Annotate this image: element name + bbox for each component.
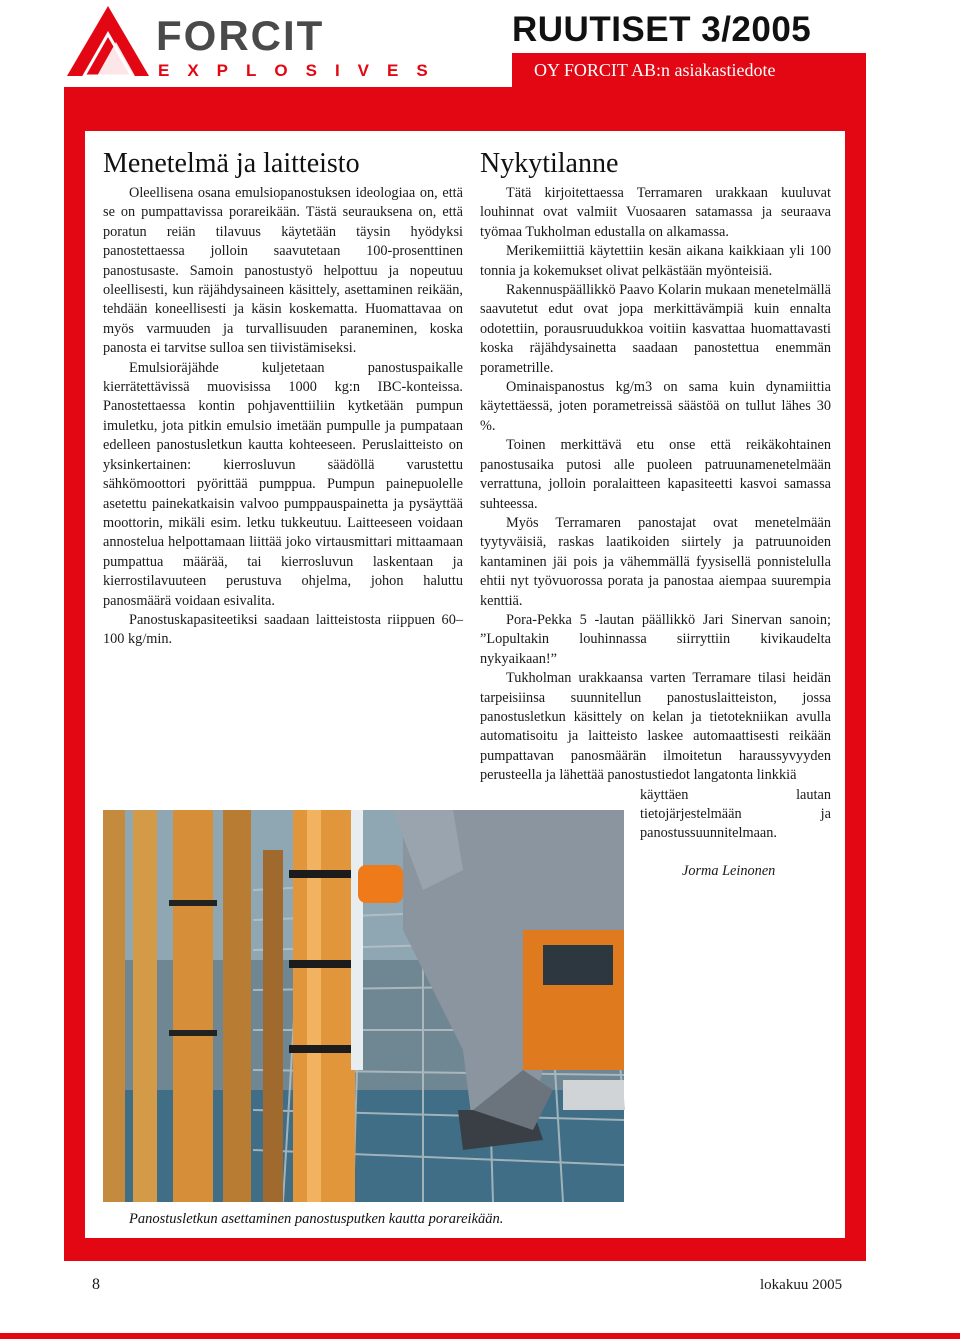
right-paragraph: Myös Terramaren panostajat ovat menetelmään tyytyväisiä, raskas laatikoiden siirtely ja patruunoiden kantaminen jäi pois ja vähemmällä fyysisellä ponnistelulla ehtii nyt työvuorossa porata ja panostaa aiempaa suurempia kenttiä. bbox=[480, 514, 831, 609]
logo-name-text: FORCIT bbox=[156, 12, 325, 59]
right-paragraph-wrap: käyttäen lautan tietojärjestelmään ja panostussuunnitelmaan. bbox=[640, 786, 831, 842]
right-paragraph: Tukholman urakkaansa varten Terramare tilasi heidän tarpeisiinsa suunnitellun panostuslaitteiston, jossa panostusletkun käsittely on kelan ja tietotekniikan avulla automatisoitu ja laitteisto laskee automaattisesti reikään pumpattavan panosmäärän ilmoitetun haraussyvyyden perusteella ja lähettää panostustiedot langatonta linkkiä bbox=[480, 670, 831, 784]
charging-photo bbox=[103, 810, 624, 1202]
author-signature: Jorma Leinonen bbox=[682, 862, 776, 879]
right-paragraph: Toinen merkittävä etu onse että reikäkohtainen panostusaika putosi alle puoleen patruunamenetelmään verrattuna, jolloin poralaitteen kapasiteetti kasvoi samassa suhteessa. bbox=[480, 437, 831, 512]
frame-top-bar bbox=[64, 87, 866, 131]
photo-caption: Panostusletkun asettaminen panostusputken kautta porareikään. bbox=[129, 1211, 504, 1227]
subtitle-text: OY FORCIT AB:n asiakastiedote bbox=[534, 60, 776, 80]
page-date: lokakuu 2005 bbox=[760, 1277, 843, 1293]
right-heading: Nykytilanne bbox=[480, 148, 619, 179]
left-heading: Menetelmä ja laitteisto bbox=[103, 148, 360, 179]
right-paragraph: Merikemiittiä käytettiin kesän aikana kaikkiaan yli 100 tonnia ja kokemukset olivat pelkästään myönteisiä. bbox=[480, 243, 831, 279]
left-paragraph: Emulsioräjähde kuljetetaan panostuspaikalle kierrätettävissä muovisissa 1000 kg:n IBC-konteissa. Panostettaessa kontin pohjaventtiiliin kytketään pumpun imuletku, jota pitkin emulsio imetään pumpulle ja pumpataan edelleen panostusletkun kautta kohteeseen. Peruslaitteisto on yksinkertainen: kierrosluvun säädöllä varustettu sähkömoottori pyörittää pumppua. Pumpun painepuolelle asetettu painekatkaisin valvoo pumppauspainetta ja pysäyttää moottorin, mikäli esim. letku tukkeutuu. Laitteeseen voidaan annostelua helpottamaan liittää joko virtausmittari mittaamaan pumpattua määrää, tai kierrosluvun laskentaan ja kierrostilavuuteen perustuva ohjelma, johon haluttu panosmäärä voidaan esivalita. bbox=[103, 359, 463, 609]
subtitle-band bbox=[512, 53, 866, 87]
issue-title: RUUTISET 3/2005 bbox=[512, 10, 812, 49]
left-paragraph: Oleellisena osana emulsiopanostuksen ideologiaa on, että se on pumpattavissa porareikään. Tästä seurauksena on, että poratun reiän tilavuus käytetään täysin hyödyksi panostettaessa jolloin saavutetaan 100-prosenttinen panostusaste. Samoin panostustyö helpottuu ja nopeutuu oleellisesti, kun räjähdysaineen käsittely, asettaminen reikään, tehdään koneellisesti ja käsin koskematta. Huomattavaa on myös varmuuden ja turvallisuuden paraneminen, koska panosta ei tarvitse sulloa sen tiivistämiseksi. bbox=[103, 185, 463, 357]
page-number: 8 bbox=[92, 1276, 100, 1293]
frame-bottom-bar bbox=[64, 1238, 866, 1261]
right-paragraph: Pora-Pekka 5 -lautan päällikkö Jari Sinervan sanoin; ”Lopultakin louhinnassa siirryttiin kivikaudelta nykyaikaan!” bbox=[480, 611, 831, 667]
right-paragraph: Ominaispanostus kg/m3 on sama kuin dynamiittia käytettäessä, joten porametreissä säästöä on tullut lähes 30 %. bbox=[480, 379, 831, 434]
left-paragraph: Panostuskapasiteetiksi saadaan laitteistosta riippuen 60–100 kg/min. bbox=[103, 611, 463, 648]
forcit-logo bbox=[64, 4, 446, 80]
right-paragraph: Tätä kirjoitettaessa Terramaren urakkaan kuuluvat louhinnat ovat valmiit Vuosaaren satamassa ja seuraava työmaa Tukholman edustalla on alkamassa. bbox=[480, 185, 831, 240]
logo-tagline-text: EXPLOSIVES bbox=[158, 61, 446, 80]
frame-left-bar bbox=[64, 87, 85, 1261]
frame-right-bar bbox=[845, 87, 866, 1261]
footer-red-line bbox=[0, 1333, 960, 1339]
right-column bbox=[480, 148, 831, 881]
left-column bbox=[103, 148, 463, 650]
right-paragraph: Rakennuspäällikkö Paavo Kolarin mukaan menetelmällä saavutetut edut ovat jopa merkittävämpiä kuin ennalta odotettiin, porausruudukkoa voitiin kasvattaa huomattavasti koska räjähdysainetta saadaan panostettua enemmän porametrille. bbox=[480, 282, 831, 376]
